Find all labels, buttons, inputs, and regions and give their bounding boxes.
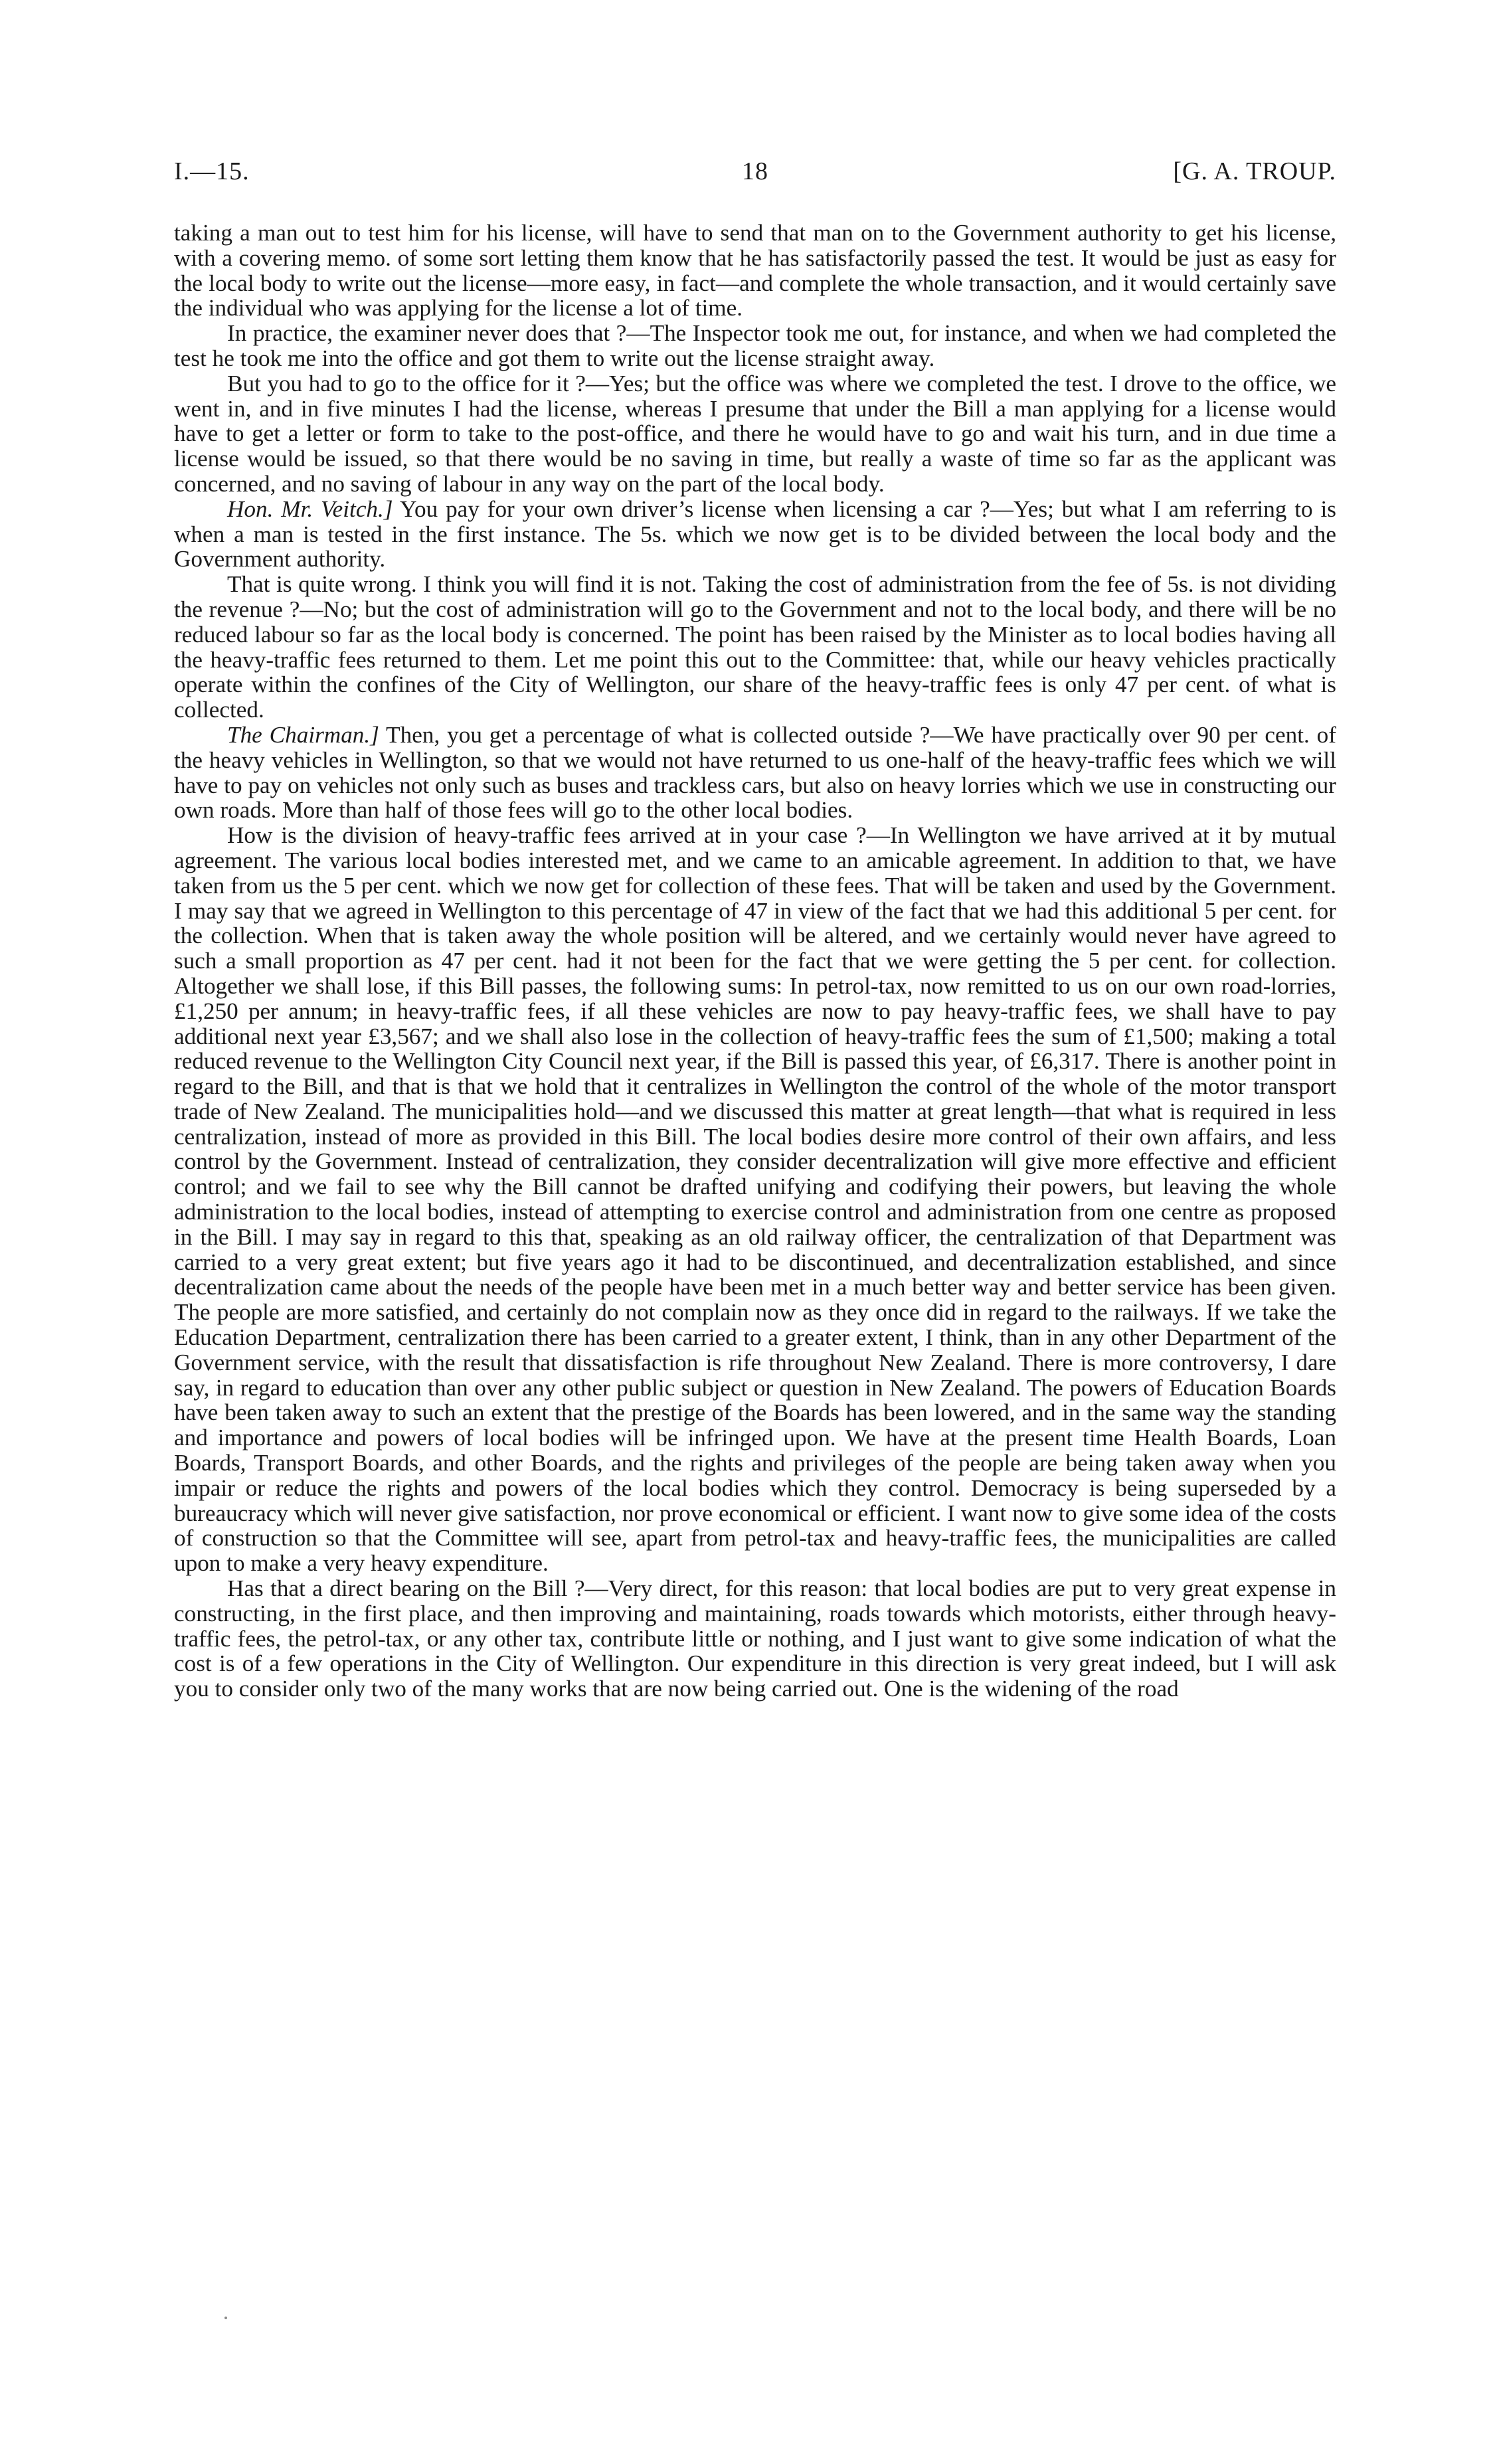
paragraph — [174, 497, 1336, 572]
paragraph-text: Has that a direct bearing on the Bill ?—Very direct, for this reason: that local bodies are put to very great expense in constructing, in the first place, and then improving and maintaining, roads towards which motorists, either through heavy-traffic fees, the petrol-tax, or any other tax, contribute little or nothing, and I just want to give some indication of what the cost is of a few operations in the City of Wellington. Our expenditure in this direction is very great indeed, but I will ask you to consider only two of the many works that are now being carried out. One is the widening of the road — [174, 1575, 1336, 1702]
page-number: 18 — [742, 157, 768, 185]
paragraph — [174, 321, 1336, 371]
paragraph-continued — [174, 220, 1336, 321]
ink-speck — [224, 2317, 227, 2319]
paragraph-text: How is the division of heavy-traffic fees arrived at in your case ?—In Wellington we have arrived at it by mutual agreement. The various local bodies interested met, and we came to an amicable agreement. In addition to that, we have taken from us the 5 per cent. which we now get for collection of these fees. That will be taken and used by the Government. I may say that we agreed in Wellington to this percentage of 47 in view of the fact that we had this additional 5 per cent. for the collection. When that is taken away the whole position will be altered, and we certainly would never have agreed to such a small proportion as 47 per cent. had it not been for the fact that we were getting the 5 per cent. for collection. Altogether we shall lose, if this Bill passes, the following sums: In petrol-tax, now remitted to us on our own road-lorries, £1,250 per annum; in heavy-traffic fees, if all these vehicles are now to pay heavy-traffic fees, we shall have to pay additional next year £3,567; and we shall also lose in the collection of heavy-traffic fees the sum of £1,500; making a total reduced revenue to the Wellington City Council next year, if the Bill is passed this year, of £6,317. There is another point in regard to the Bill, and that is that we hold that it centralizes in Wellington the control of the whole of the motor transport trade of New Zealand. The municipalities hold—and we discussed this matter at great length—that what is required in less centralization, instead of more as provided in this Bill. The local bodies desire more control of their own affairs, and less control by the Government. Instead of centralization, they consider decentralization will give more effective and efficient control; and we fail to see why the Bill cannot be drafted unifying and codifying their powers, but leaving the whole administration to the local bodies, instead of attempting to exercise control and administration from one centre as proposed in the Bill. I may say in regard to this that, speaking as an old railway officer, the centralization of that Department was carried to a very great extent; but five years ago it had to be discontinued, and decentralization established, and since decentralization came about the needs of the people have been met in a much better way and better service has been given. The people are more satisfied, and certainly do not complain now as they once did in regard to the railways. If we take the Education Department, centralization there has been carried to a greater extent, I think, than in any other Department of the Government service, with the result that dissatisfaction is rife throughout New Zealand. There is more controversy, I dare say, in regard to education than over any other public subject or question in New Zealand. The powers of Education Boards have been taken away to such an extent that the prestige of the Boards has been lowered, and in the same way the standing and importance and powers of local bodies will be infringed upon. We have at the present time Health Boards, Loan Boards, Transport Boards, and other Boards, and the rights and privileges of the people are being taken away when you impair or reduce the rights and powers of the local bodies which they control. Democracy is being superseded by a bureaucracy which will never give satisfaction, nor prove economical or efficient. I want now to give some idea of the costs of construction so that the Committee will see, apart from petrol-tax and heavy-traffic fees, the municipalities are called upon to make a very heavy expenditure. — [174, 822, 1336, 1577]
paragraph-text: taking a man out to test him for his license, will have to send that man on to the Government authority to get his license, with a covering memo. of some sort letting them know that he has satisfactorily passed the test. It would be just as easy for the local body to write out the license—more easy, in fact—and complete the whole transaction, and it would certainly save the individual who was applying for the license a lot of time. — [174, 220, 1336, 321]
speaker-label: Hon. Mr. Veitch.] — [227, 495, 393, 522]
paragraph — [174, 572, 1336, 723]
paragraph-text: You pay for your own driver’s license when licensing a car ?—Yes; but what I am referring to is when a man is tested in the first instance. The 5s. which we now get is to be divided between the local body and the Government authority. — [174, 495, 1336, 572]
running-header — [174, 157, 1336, 197]
paragraph — [174, 1576, 1336, 1702]
paragraph-text: That is quite wrong. I think you will find it is not. Taking the cost of administration from the fee of 5s. is not dividing the revenue ?—No; but the cost of administration will go to the Government and not to the local body, and there will be no reduced labour so far as the local body is concerned. The point has been raised by the Minister as to local bodies having all the heavy-traffic fees returned to them. Let me point this out to the Committee: that, while our heavy vehicles practically operate within the confines of the City of Wellington, our share of the heavy-traffic fees is only 47 per cent. of what is collected. — [174, 571, 1336, 723]
speaker-label: The Chairman.] — [227, 721, 379, 748]
paragraph-text: But you had to go to the office for it ?—Yes; but the office was where we completed the test. I drove to the office, we went in, and in five minutes I had the license, whereas I presume that under the Bill a man applying for a license would have to get a letter or form to take to the post-office, and there he would have to go and wait his turn, and in due time a license would be issued, so that there would be no saving in time, but really a waste of time so far as the applicant was concerned, and no saving of labour in any way on the part of the local body. — [174, 370, 1336, 497]
paragraph — [174, 823, 1336, 1576]
paragraph — [174, 723, 1336, 823]
paragraph-text: Then, you get a percentage of what is collected outside ?—We have practically over 90 per cent. of the heavy vehicles in Wellington, so that we would not have returned to us one-half of the heavy-traffic fees which we will have to pay on vehicles not only such as buses and trackless cars, but also on heavy lorries which we use in constructing our own roads. More than half of those fees will go to the other local bodies. — [174, 721, 1336, 824]
paragraph — [174, 371, 1336, 497]
witness-name: [G. A. TROUP. — [1173, 157, 1336, 185]
body-text — [174, 220, 1336, 1702]
paragraph-text: In practice, the examiner never does that ?—The Inspector took me out, for instance, and when we had completed the test he took me into the office and got them to write out the license straight away. — [174, 320, 1336, 371]
paper-reference: I.—15. — [174, 157, 250, 185]
